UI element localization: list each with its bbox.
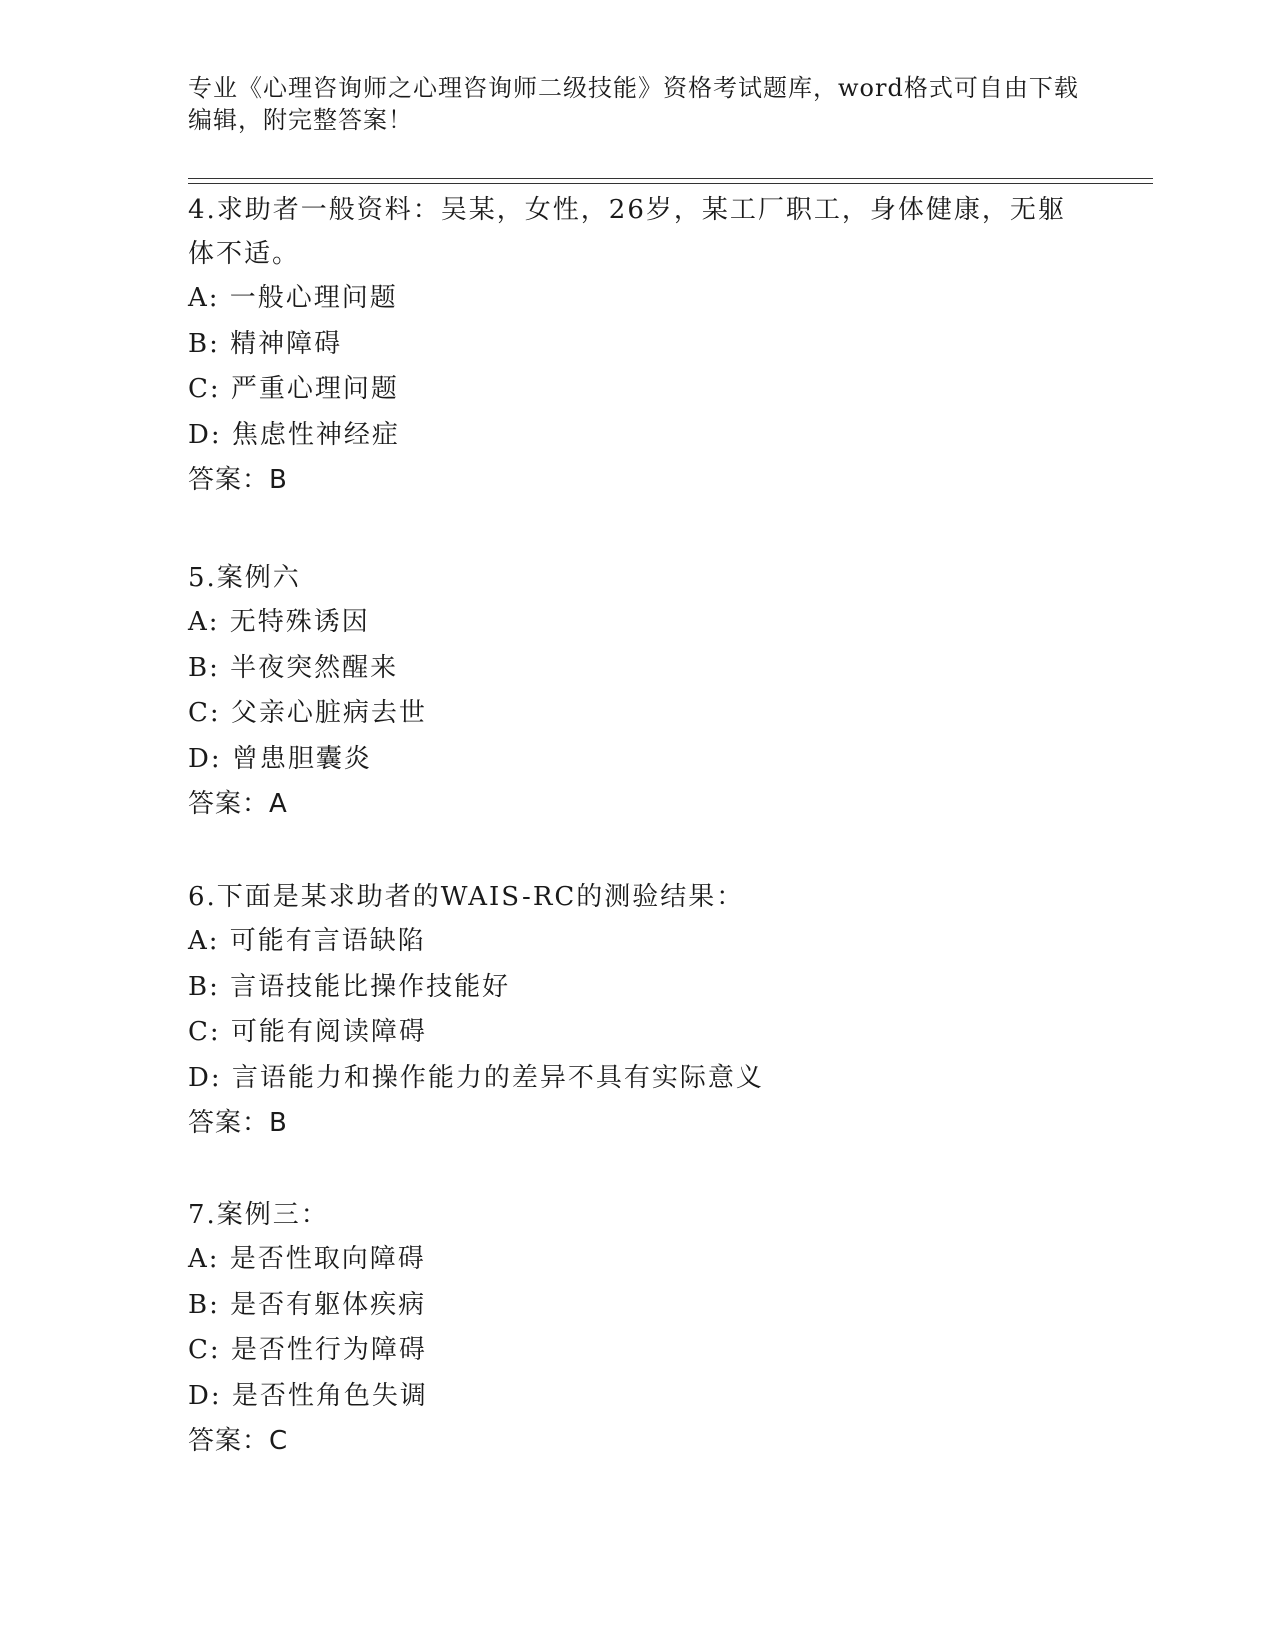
- question-7: [188, 1193, 1088, 1464]
- option-d: D: 言语能力和操作能力的差异不具有实际意义: [188, 1062, 764, 1093]
- option-c: C: 是否性行为障碍: [188, 1335, 427, 1365]
- option-a: A: 一般心理问题: [188, 283, 398, 313]
- question-4: [188, 188, 1088, 503]
- header-divider-bottom: [188, 183, 1153, 184]
- option-b: B: 言语技能比操作技能好: [188, 971, 511, 1002]
- question-stem: 7.案例三：: [188, 1200, 329, 1230]
- question-stem: 5.案例六: [188, 563, 301, 593]
- option-c: C: 严重心理问题: [188, 374, 399, 404]
- option-b: B: 半夜突然醒来: [188, 652, 399, 683]
- header-divider-top: [188, 178, 1153, 179]
- option-d: D: 曾患胆囊炎: [188, 743, 372, 774]
- answer: 答案：B: [188, 1108, 288, 1138]
- question-5: [188, 556, 1088, 827]
- option-d: D: 焦虑性神经症: [188, 419, 400, 450]
- option-a: A: 可能有言语缺陷: [188, 926, 426, 956]
- option-c: C: 父亲心脏病去世: [188, 698, 427, 728]
- answer: 答案：A: [188, 789, 288, 819]
- document-intro: 专业《心理咨询师之心理咨询师二级技能》资格考试题库，word格式可自由下载编辑，附完整答案！: [188, 74, 1079, 134]
- option-a: A: 是否性取向障碍: [188, 1244, 426, 1274]
- answer: 答案：B: [188, 465, 288, 495]
- answer: 答案：C: [188, 1426, 289, 1456]
- option-d: D: 是否性角色失调: [188, 1380, 428, 1411]
- option-a: A: 无特殊诱因: [188, 607, 370, 637]
- question-stem: 6.下面是某求助者的WAIS-RC的测验结果：: [188, 882, 745, 912]
- question-stem: 4.求助者一般资料：吴某，女性，26岁，某工厂职工，身体健康，无躯体不适。: [188, 195, 1066, 269]
- option-c: C: 可能有阅读障碍: [188, 1017, 427, 1047]
- question-6: [188, 875, 1088, 1146]
- option-b: B: 精神障碍: [188, 328, 343, 359]
- option-b: B: 是否有躯体疾病: [188, 1289, 427, 1320]
